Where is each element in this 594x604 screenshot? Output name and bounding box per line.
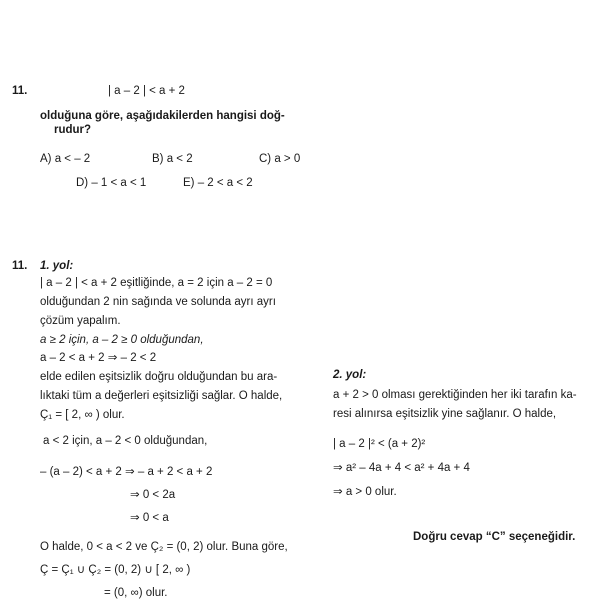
method1-line: – (a – 2) < a + 2 ⇒ – a + 2 < a + 2: [40, 466, 213, 478]
method1-line: O halde, 0 < a < 2 ve Ç₂ = (0, 2) olur. Buna göre,: [40, 541, 288, 553]
solution-number: 11.: [12, 260, 28, 272]
method2-heading: 2. yol:: [333, 369, 367, 381]
method1-line: lıktaki tüm a değerleri eşitsizliği sağlar. O halde,: [40, 390, 283, 402]
method1-line: Ç₁ = [ 2, ∞ ) olur.: [40, 409, 125, 421]
option-c: C) a > 0: [259, 153, 301, 165]
method1-line: olduğundan 2 nin sağında ve solunda ayrı ayrı: [40, 296, 276, 308]
method1-line: çözüm yapalım.: [40, 315, 121, 327]
method1-line: a < 2 için, a – 2 < 0 olduğundan,: [43, 435, 208, 447]
option-d: D) – 1 < a < 1: [76, 177, 147, 189]
method1-line: ⇒ 0 < 2a: [130, 489, 176, 501]
method1-line: a ≥ 2 için, a – 2 ≥ 0 olduğundan,: [40, 334, 204, 346]
method2-line: | a – 2 |² < (a + 2)²: [333, 438, 426, 450]
method1-line: = (0, ∞) olur.: [104, 587, 168, 599]
method1-heading: 1. yol:: [40, 260, 74, 272]
method1-line: a – 2 < a + 2 ⇒ – 2 < 2: [40, 352, 157, 364]
method1-line: ⇒ 0 < a: [130, 512, 169, 524]
question-expression: | a – 2 | < a + 2: [108, 85, 185, 97]
method1-line: Ç = Ç₁ ∪ Ç₂ = (0, 2) ∪ [ 2, ∞ ): [40, 564, 191, 576]
question-prompt-line1: olduğuna göre, aşağıdakilerden hangisi doğ-: [40, 110, 285, 122]
method2-line: ⇒ a² – 4a + 4 < a² + 4a + 4: [333, 462, 470, 474]
method1-line: | a – 2 | < a + 2 eşitliğinde, a = 2 için a – 2 = 0: [40, 277, 273, 289]
question-number: 11.: [12, 85, 28, 97]
answer-text: Doğru cevap “C” seçeneğidir.: [413, 531, 576, 543]
option-a: A) a < – 2: [40, 153, 91, 165]
question-prompt-line2: rudur?: [54, 124, 92, 136]
method1-line: elde edilen eşitsizlik doğru olduğundan bu ara-: [40, 371, 278, 383]
option-e: E) – 2 < a < 2: [183, 177, 253, 189]
method2-line: a + 2 > 0 olması gerektiğinden her iki tarafın ka-: [333, 389, 577, 401]
option-b: B) a < 2: [152, 153, 193, 165]
method2-line: resi alınırsa eşitsizlik yine sağlanır. O halde,: [333, 408, 557, 420]
method2-line: ⇒ a > 0 olur.: [333, 486, 397, 498]
